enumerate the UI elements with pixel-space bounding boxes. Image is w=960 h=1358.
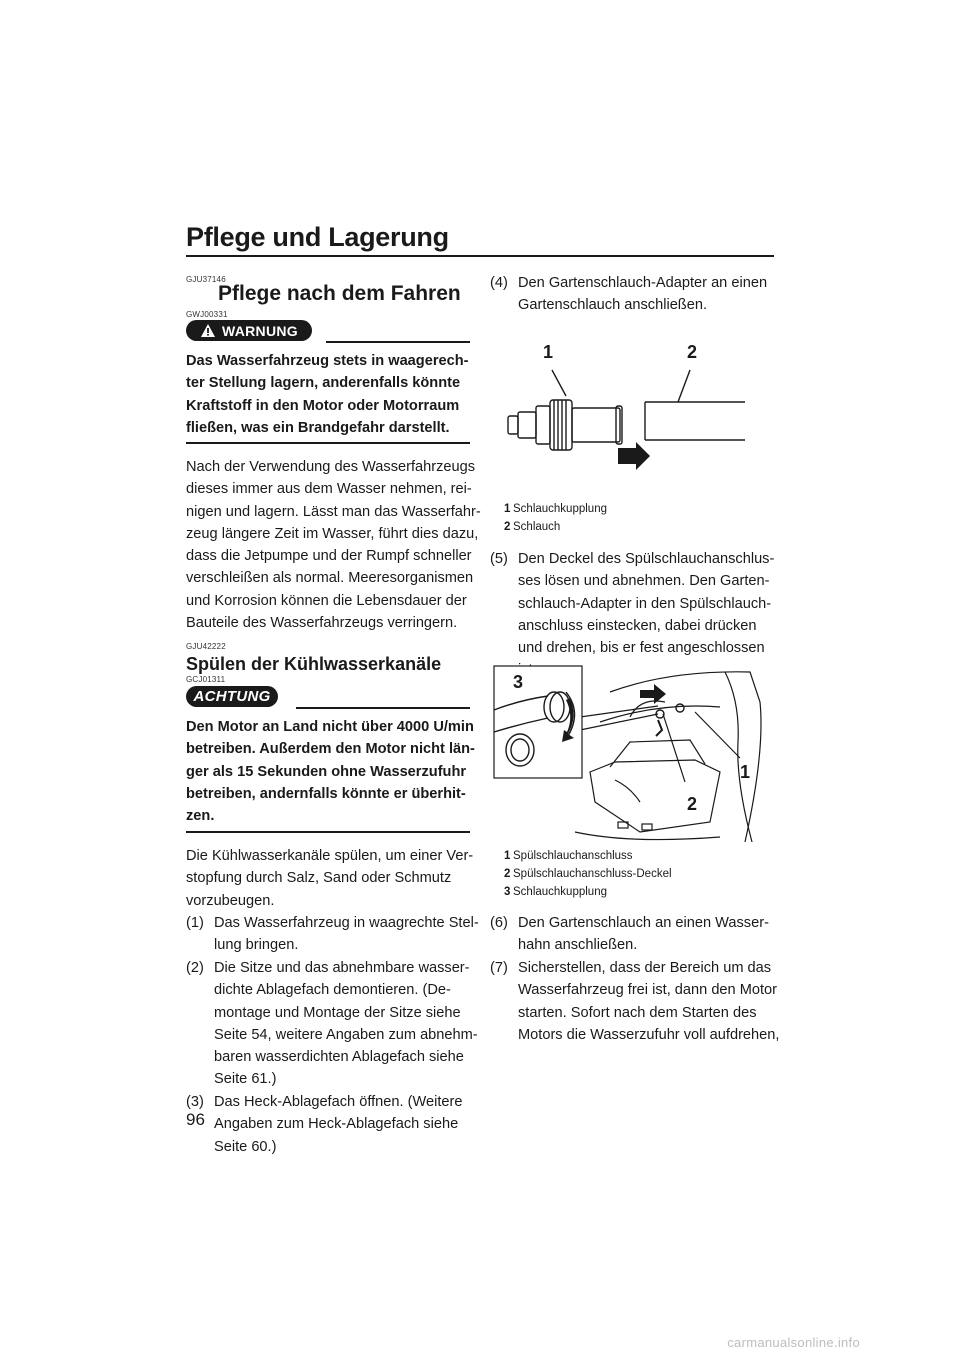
warning-line: Das Wasserfahrzeug stets in waagerech- [186, 353, 469, 369]
page-number: 96 [186, 1110, 205, 1129]
body-line: und Korrosion können die Lebensdauer der [186, 592, 467, 609]
caution-text [186, 716, 475, 827]
figure-caption [504, 500, 607, 518]
step-line: montage und Montage der Sitze siehe [214, 1004, 461, 1021]
body-line: vorzubeugen. [186, 892, 275, 909]
caution-badge [186, 686, 278, 707]
caution-line: ger als 15 Sekunden ohne Wasserzufuhr [186, 763, 467, 780]
figure-label: 3 [513, 672, 524, 692]
warning-badge-line [326, 341, 470, 343]
step-line: Den Deckel des Spülschlauchanschlus- [518, 551, 775, 567]
page-title: Pflege und Lagerung [186, 222, 449, 252]
body-line: Nach der Verwendung des Wasserfahrzeugs [186, 459, 476, 475]
body-line: dieses immer aus dem Wasser nehmen, rei- [186, 481, 472, 498]
caution-label: ACHTUNG [193, 688, 271, 705]
step-line: Seite 61.) [214, 1071, 277, 1088]
section-title: Pflege nach dem Fahren [218, 282, 461, 305]
body-line: dass die Jetpumpe und der Rumpf schneller [186, 548, 472, 565]
figure-caption [504, 847, 633, 865]
figure-label: 1 [740, 762, 751, 782]
step-line: Angaben zum Heck-Ablagefach siehe [214, 1116, 459, 1133]
intro-paragraph [186, 456, 481, 634]
step-line: baren wasserdichten Ablagefach siehe [214, 1049, 464, 1066]
flush-port-illustration [490, 662, 780, 842]
caption-number: 1 [504, 503, 511, 515]
step-number: (3) [186, 1094, 204, 1110]
figure-flush-port [490, 662, 780, 842]
step-line: Das Wasserfahrzeug in waagrechte Stel- [214, 915, 479, 931]
hose-coupling-illustration [490, 330, 780, 490]
step-number: (6) [490, 915, 508, 931]
caption-text: Spülschlauchanschluss-Deckel [513, 868, 672, 880]
caution-code: GCJ01311 [186, 675, 226, 684]
step-number: (2) [186, 960, 204, 976]
caption-number: 3 [504, 886, 511, 898]
warning-line: Kraftstoff in den Motor oder Motorraum [186, 397, 460, 414]
warning-end-rule [186, 442, 470, 444]
warning-text [186, 350, 469, 439]
step-number: (7) [490, 960, 508, 976]
caution-line: Den Motor an Land nicht über 4000 U/min [186, 719, 474, 735]
step-number: (5) [490, 551, 508, 567]
step-line: und drehen, bis er fest angeschlossen [518, 640, 765, 657]
step-number: (4) [490, 275, 508, 291]
step-line: Seite 60.) [214, 1138, 277, 1155]
step-line: Gartenschlauch anschließen. [518, 297, 708, 314]
caption-text: Schlauchkupplung [513, 503, 607, 515]
figure-caption [504, 865, 672, 883]
body-line: verschleißen als normal. Meeresorganismen [186, 570, 474, 587]
caption-number: 1 [504, 850, 511, 862]
step-line: starten. Sofort nach dem Starten des [518, 1004, 757, 1021]
warning-triangle-icon [200, 323, 216, 338]
warning-line: fließen, was ein Brandgefahr darstellt. [186, 419, 450, 436]
body-line: nigen und lagern. Lässt man das Wasserfahr- [186, 503, 481, 520]
step-line: dichte Ablagefach demontieren. (De- [214, 982, 451, 999]
step-line: schlauch-Adapter in den Spülschlauch- [518, 595, 772, 612]
caution-end-rule [186, 831, 470, 833]
step-number: (1) [186, 915, 204, 931]
step-line: Motors die Wasserzufuhr voll aufdrehen, [518, 1026, 780, 1043]
body-line: zeug längere Zeit im Wasser, führt dies dazu, [186, 525, 479, 542]
step-line: Wasserfahrzeug frei ist, dann den Motor [518, 982, 778, 999]
inset-box [494, 666, 582, 778]
step-2 [186, 957, 478, 1088]
step-line: Die Sitze und das abnehmbare wasser- [214, 960, 470, 976]
caution-line: zen. [186, 808, 215, 825]
step-line: Den Gartenschlauch-Adapter an einen [518, 275, 768, 291]
caution-line: betreiben, andernfalls könnte er überhit- [186, 785, 466, 802]
caption-number: 2 [504, 868, 511, 880]
step-6 [490, 912, 780, 954]
step-7 [490, 957, 780, 1043]
flush-paragraph [186, 845, 473, 912]
figure-label: 2 [687, 342, 698, 362]
caption-text: Schlauchkupplung [513, 886, 607, 898]
body-line: Bauteile des Wasserfahrzeugs verringern. [186, 615, 458, 632]
step-line: hahn anschließen. [518, 937, 638, 954]
watermark: carmanualsonline.info [727, 1335, 860, 1350]
figure-caption [504, 883, 607, 901]
section-title: Spülen der Kühlwasserkanäle [186, 654, 442, 674]
step-line: Sicherstellen, dass der Bereich um das [518, 960, 772, 976]
step-line: ses lösen und abnehmen. Den Garten- [518, 573, 770, 590]
step-line: Seite 54, weitere Angaben zum abnehm- [214, 1026, 478, 1043]
step-line: anschluss einstecken, dabei drücken [518, 617, 757, 634]
section-code: GJU37146 [186, 275, 226, 284]
figure-hose-coupling [490, 330, 780, 490]
figure-caption [504, 518, 560, 536]
step-line: Den Gartenschlauch an einen Wasser- [518, 915, 769, 931]
step-4 [490, 272, 780, 314]
body-line: stopfung durch Salz, Sand oder Schmutz [186, 870, 452, 887]
caption-text: Schlauch [513, 521, 561, 533]
warning-label: WARNUNG [222, 322, 298, 339]
step-1 [186, 912, 479, 954]
figure-label: 1 [543, 342, 554, 362]
warning-badge [186, 320, 312, 341]
caution-badge-line [296, 707, 470, 709]
figure-label: 2 [687, 794, 698, 814]
step-5 [490, 548, 780, 657]
section-code: GJU42222 [186, 642, 226, 651]
body-line: Die Kühlwasserkanäle spülen, um einer Ver- [186, 848, 474, 864]
step-line: lung bringen. [214, 937, 299, 954]
arrow-icon [618, 442, 650, 470]
warning-line: ter Stellung lagern, anderenfalls könnte [186, 375, 461, 392]
caution-line: betreiben. Außerdem den Motor nicht län- [186, 741, 475, 758]
warning-code: GWJ00331 [186, 310, 228, 319]
title-rule [186, 255, 774, 257]
step-line: Das Heck-Ablagefach öffnen. (Weitere [214, 1094, 463, 1110]
caption-text: Spülschlauchanschluss [513, 850, 633, 862]
caption-number: 2 [504, 521, 511, 533]
